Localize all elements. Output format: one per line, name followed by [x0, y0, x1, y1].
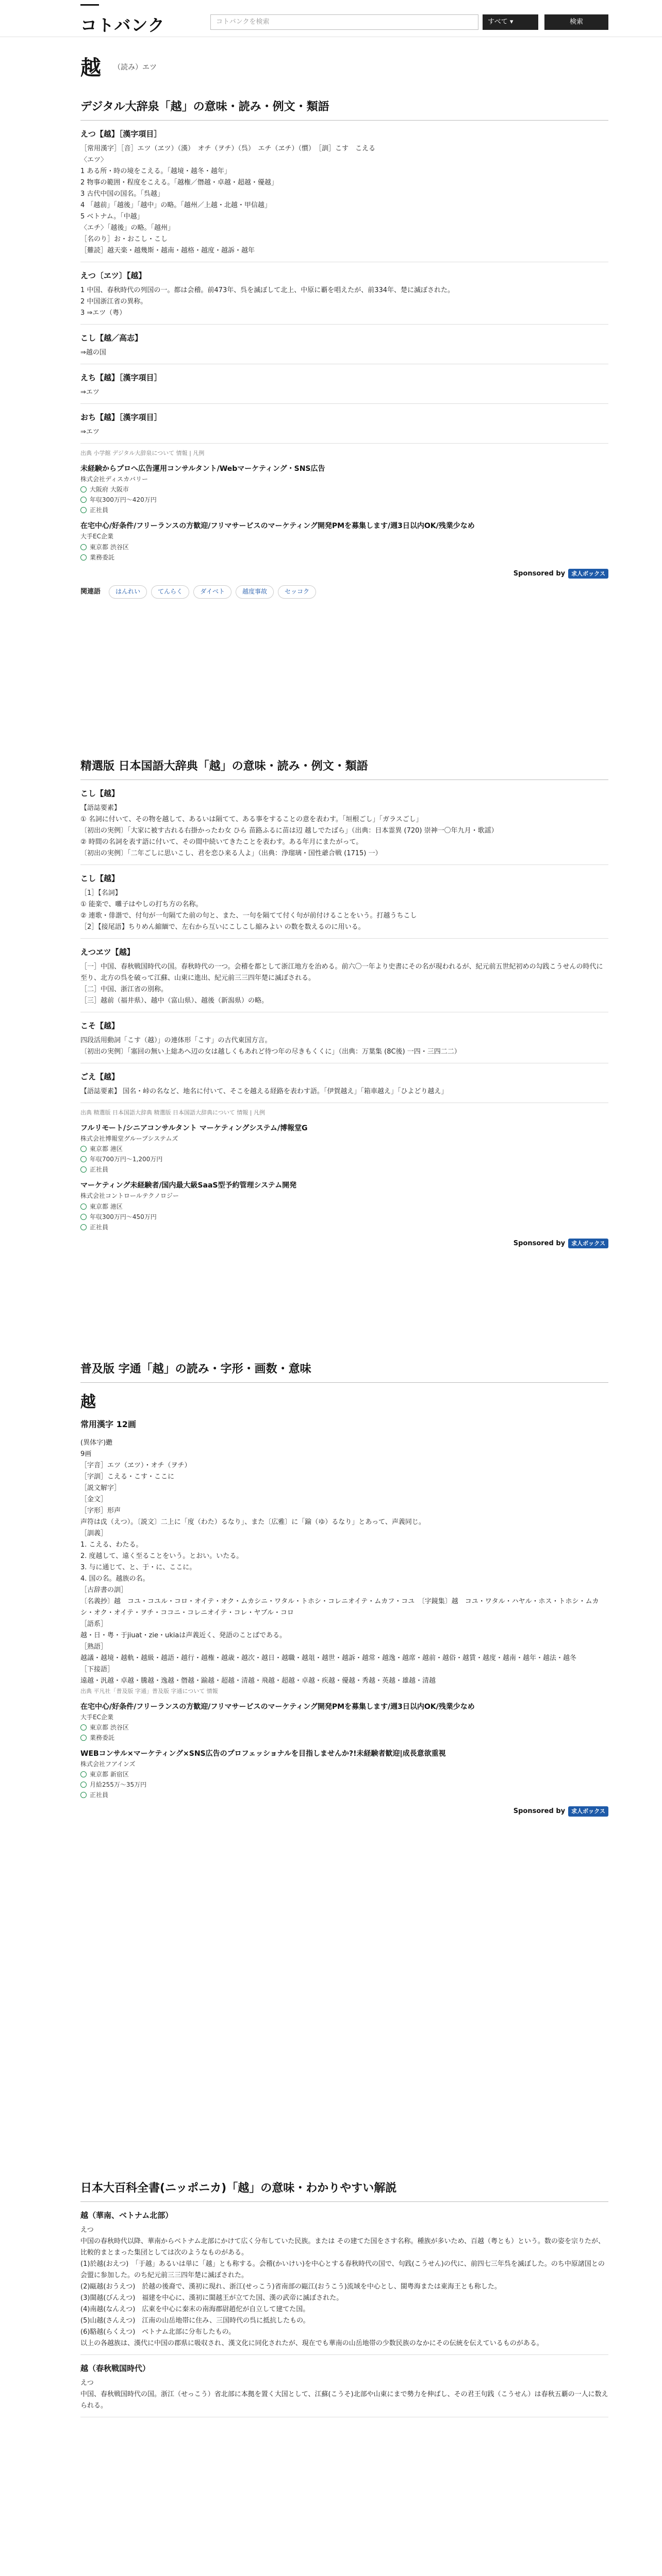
- dictionary-entry: [80, 128, 608, 262]
- entry-line: ［1］【名詞】: [80, 889, 122, 897]
- dictionary-entry: [80, 371, 608, 404]
- info-icon: [80, 1771, 87, 1777]
- job-ad-title[interactable]: WEBコンサル×マーケティング×SNS広告のプロフェッショナルを目指しませんか?!未経験者歓迎|成長意欲重視: [80, 1749, 446, 1758]
- related-words: [80, 585, 608, 598]
- related-word-chip[interactable]: てんらく: [151, 585, 189, 598]
- entry-line: (2)甌越(おうえつ) 於越の後裔で、漢初に現れ、浙江(せっこう)省南部の甌江(おうこう)流域を中心とし、閩粤海または東海王とも称した。: [80, 2283, 501, 2291]
- chevron-down-icon: ▾: [509, 18, 514, 26]
- job-ad-detail-text: 東京都 渋谷区: [90, 543, 129, 551]
- entry-line: 〈エチ〉「越後」の略。「越州」: [80, 224, 175, 232]
- job-ad-detail-text: 業務委託: [90, 1734, 115, 1741]
- info-icon: [80, 554, 87, 561]
- divider: [80, 443, 608, 444]
- sponsor-badge[interactable]: 求人ボックス: [568, 1239, 608, 1249]
- entry-line: (3)閩越(びんえつ) 福建を中心に、漢初に閩越王が立てた国、漢の武帝に滅ぼされた。: [80, 2294, 343, 2302]
- entry-heading: えつ【越】［漢字項目］: [80, 129, 162, 139]
- entry-line: ① 能楽で、囃子はやしの打ち方の名称。: [80, 901, 203, 909]
- kanji-detail-line: 遠越・汎越・卓越・騰越・逸越・僭越・踰越・超越・清越・飛越・超越・卓越・疾越・優越・秀越・英越・雄越・清越: [80, 1676, 436, 1685]
- kanji-detail-line: ［古辞書の訓］: [80, 1586, 128, 1594]
- job-ad-detail: [80, 1780, 608, 1790]
- job-ad-detail-text: 業務委託: [90, 553, 115, 561]
- kokugo-section: [80, 757, 608, 1253]
- job-ad-company: 株式会社ディスカバリー: [80, 476, 148, 483]
- job-ad[interactable]: [80, 520, 608, 562]
- divider: [80, 324, 608, 325]
- dictionary-entry: [80, 332, 608, 364]
- kanji-detail-line: 越・日・粤・于jiuat・zie・ukiaは声義近く、発語のことばである。: [80, 1631, 287, 1639]
- entry-line: 1 ある所・時の境をこえる。「越境・越冬・越年」: [80, 167, 231, 176]
- entry-line: ② 時間の名詞を表す語に付いて、その間中続いてきたことを表わす。ある年月にまたがって。: [80, 838, 363, 846]
- entry-line: 【語誌要素】: [80, 804, 121, 812]
- entry-line: 4 「越前」「越後」「越中」の略。「越州／上越・北越・甲信越」: [80, 201, 271, 210]
- job-ad-detail: [80, 1790, 608, 1800]
- entry-list: [80, 128, 608, 444]
- job-ad-detail-text: 正社員: [90, 1223, 109, 1231]
- page-title: 越: [80, 56, 101, 80]
- kanji-detail-line: ［金文］: [80, 1495, 108, 1503]
- job-ad-list: [80, 463, 608, 562]
- divider: [80, 403, 608, 404]
- divider: [80, 2354, 608, 2355]
- info-icon: [80, 1224, 87, 1230]
- job-ad-company: 大手EC企業: [80, 1713, 113, 1721]
- entry-line: ［2］【接尾語】ちりめん縮緬で、左右から互いにこしこし縮みよい の数を数えるのに用いる。: [80, 923, 365, 931]
- kanji-detail-line: 9画: [80, 1450, 92, 1458]
- kanji-detail-line: ［説文解字］: [80, 1484, 121, 1492]
- job-ad[interactable]: [80, 1701, 608, 1743]
- entry-line: 中国、春秋戦国時代の国。浙江（せっこう）省北部に本拠を置く大国として、江蘇(こうそ)北部や山東にまで勢力を伸ばし、その君王句践（こうせん）は春秋五覇の一人に数えられる。: [80, 2391, 608, 2410]
- dictionary-entry: [80, 946, 608, 1012]
- info-icon: [80, 1792, 87, 1798]
- entry-line: (1)於越(おえつ) 「于越」あるいは単に「越」とも称する。会稽(かいけい)を中心とする春秋時代の国で、句践(こうせん)の代に、前四七三年呉を滅ぼした。のち中原諸国との会盟に参加した。のち紀元前三三四年楚に滅ぼされた。: [80, 2260, 605, 2280]
- sponsor-line: [80, 569, 608, 580]
- job-ad-detail-text: 月給255万〜35万円: [90, 1781, 147, 1789]
- job-ad-detail: [80, 1154, 608, 1164]
- kanji-detail-list: [80, 1437, 608, 1687]
- source-note: 出典 平凡社「普及版 字通」普及版 字通について 情報: [80, 1687, 218, 1694]
- kanji-detail-line: ［字形］形声: [80, 1506, 121, 1515]
- entry-heading: えつ〔ヱツ〕【越】: [80, 271, 146, 281]
- job-ad-title[interactable]: 在宅中心/好条件/フリーランスの方歓迎/フリマサービスのマーケティング開発PMを募集します/週3日以内OK/残業少なめ: [80, 1702, 475, 1711]
- dictionary-entry: [80, 1071, 608, 1103]
- job-ad-detail: [80, 495, 608, 505]
- job-ad-detail-text: 年収700万円〜1,200万円: [90, 1156, 163, 1163]
- kanji-detail-line: ［語系］: [80, 1620, 108, 1628]
- entry-heading: こそ【越】: [80, 1021, 120, 1031]
- entry-heading: おち【越】［漢字項目］: [80, 413, 162, 422]
- kanji-detail-line: 4. 国の名。越族の名。: [80, 1574, 150, 1583]
- site-header: [0, 0, 662, 37]
- entry-line: ［常用漢字］［音］エツ（ヱツ）（漢） オチ（ヲチ）（呉） エチ（ヱチ）（慣） ［訓］こす こえる: [80, 145, 376, 153]
- info-icon: [80, 507, 87, 513]
- entry-line: ［一］中国、春秋戦国時代の国。春秋時代の一つ。会稽を都として浙江地方を治める。前六〇一年より史書にその名が現われるが、紀元前五世紀初めの勾践こうせんの時代に至り、北方の呉を破って江蘇、山東に進出、紀元前三三四年楚に滅ぼされる。: [80, 963, 603, 982]
- job-ad-title[interactable]: マーケティング未経験者/国内最大級SaaS型予約管理システム開発: [80, 1181, 297, 1190]
- entry-heading: ごえ【越】: [80, 1072, 120, 1082]
- job-ad-detail-text: 大阪府 大阪市: [90, 486, 129, 494]
- search-button[interactable]: 検索: [544, 14, 608, 30]
- job-ad-title[interactable]: 未経験からプロへ広告運用コンサルタント/Webマーケティング・SNS広告: [80, 465, 325, 473]
- job-ad-title[interactable]: フルリモート/シニアコンサルタント マーケティングシステム/博報堂G: [80, 1124, 308, 1133]
- job-ad-company: 株式会社博報堂グループシステムズ: [80, 1135, 178, 1143]
- section-title: 日本大百科全書(ニッポニカ)「越」の意味・わかりやすい解説: [80, 2179, 608, 2202]
- job-ad-detail: [80, 1201, 608, 1212]
- sponsor-badge[interactable]: 求人ボックス: [568, 569, 608, 579]
- dictionary-entry: [80, 2362, 608, 2417]
- entry-line: 中国の春秋時代以降、華南からベトナム北部にかけて広く分布していた民族。または その建てた国をさす名称。種族が多いため、百越（粤とも）という。数の姿を宗りたが、比較的まとまった集団としては次のようなものがある。: [80, 2238, 605, 2257]
- entry-line: 〔初出の実例〕「塞回の無い上総あへ辺の女は越しくもあれど待つ年の尽きもくくに」（出典：万葉集 (8C後) 一四・三四二二）: [80, 1048, 461, 1056]
- job-ad-detail-text: 年収300万円〜420万円: [90, 496, 157, 504]
- kanji-detail-line: ［下接語］: [80, 1665, 114, 1673]
- kanji-detail-line: 声符は戉（えつ）。〔説文〕二上に「度（わた）るなり」、また〔広雅〕に「踰（ゆ）るなり」とあって、声義同じ。: [80, 1518, 425, 1526]
- jitsu-section: [80, 1360, 608, 1821]
- info-icon: [80, 544, 87, 550]
- entry-heading: えち【越】［漢字項目］: [80, 373, 162, 383]
- job-ad-detail-text: 正社員: [90, 506, 109, 514]
- entry-line: 2 中国浙江省の異称。: [80, 298, 147, 306]
- dictionary-entry: [80, 411, 608, 444]
- entry-heading: こし【越／高志】: [80, 333, 143, 343]
- entry-line: ［二］中国、浙江省の別称。: [80, 986, 168, 994]
- sponsor-badge[interactable]: 求人ボックス: [568, 1806, 608, 1817]
- site-logo[interactable]: コトバンク: [80, 15, 165, 35]
- sponsor-label: Sponsored by: [513, 1239, 566, 1247]
- job-ad-detail: [80, 1722, 608, 1733]
- info-icon: [80, 1146, 87, 1152]
- entry-heading: 越（華南、ベトナム北部）: [80, 2211, 173, 2221]
- entry-line: 【語誌要素】 国名・峠の名など、地名に付いて、そこを越える経路を表わす語。「伊賀越え」「箱車越え」「ひよどり越え」: [80, 1088, 448, 1096]
- sponsor-line: [80, 1806, 608, 1817]
- entry-line: 5 ベトナム。「中越」: [80, 213, 144, 221]
- kanji-headword: 越: [80, 1393, 96, 1412]
- entry-heading: 越（春秋戦国時代）: [80, 2364, 151, 2374]
- info-icon: [80, 1782, 87, 1788]
- related-word-chip[interactable]: ダイベト: [193, 585, 231, 598]
- entry-reading: えつ: [80, 2379, 94, 2387]
- entry-reading: えつ: [80, 2226, 94, 2234]
- sponsor-label: Sponsored by: [513, 569, 566, 578]
- entry-line: 2 物事の範囲・程度をこえる。「越権／僭越・卓越・超越・優越」: [80, 179, 278, 187]
- job-ad-detail: [80, 1769, 608, 1780]
- job-ad-detail: [80, 1222, 608, 1232]
- search-input[interactable]: コトバンクを検索: [210, 14, 478, 30]
- entry-list: [80, 2209, 608, 2417]
- info-icon: [80, 486, 87, 493]
- section-title: 普及版 字通「越」の読み・字形・画数・意味: [80, 1360, 608, 1383]
- kanji-detail-line: 1. こえる、わたる。: [80, 1540, 143, 1549]
- entry-line: ② 連歌・俳諧で、付句が一句隔てた前の句と、また、一句を隔てて付く句が前付けることをいう。打越うちこし: [80, 912, 417, 920]
- related-word-chip[interactable]: はんれい: [109, 585, 147, 598]
- nipponica-section: [80, 2179, 608, 2422]
- kanji-detail-line: ［訓義］: [80, 1529, 108, 1537]
- job-ad[interactable]: [80, 463, 608, 515]
- entry-line: 以上の各越族は、漢代に中国の郡県に吸収され、漢文化に同化されたが、現在でも華南の山岳地帯の少数民族のなかにその伝統を伝えているものがある。: [80, 2340, 543, 2348]
- info-icon: [80, 1156, 87, 1162]
- kanji-detail-line: ［熟語］: [80, 1642, 108, 1651]
- dictionary-entry: [80, 872, 608, 939]
- entry-line: (4)南越(なんえつ) 広東を中心に秦末の南海郡尉趙佗が自立して建てた国。: [80, 2306, 310, 2314]
- dictionary-entry: [80, 269, 608, 325]
- divider: [80, 938, 608, 939]
- entry-line: ［三］越前（福井県）、越中（富山県）、越後（新潟県）の略。: [80, 997, 269, 1005]
- kanji-detail-line: ［字音］エツ（ヱツ）・オチ（ヲチ）: [80, 1461, 191, 1469]
- kanji-detail-line: ［字訓］こえる・こす・ここに: [80, 1472, 175, 1481]
- job-ad-detail-text: 東京都 港区: [90, 1202, 123, 1210]
- dictionary-entry: [80, 787, 608, 865]
- section-title: デジタル大辞泉「越」の意味・読み・例文・類語: [80, 98, 608, 121]
- job-ad-company: 大手EC企業: [80, 533, 113, 540]
- entry-line: (6)駱越(らくえつ) ベトナム北部に分布したもの。: [80, 2328, 236, 2336]
- entry-line: 3 古代中国の国名。「呉越」: [80, 190, 164, 198]
- job-ad-detail: [80, 1733, 608, 1743]
- entry-list: [80, 787, 608, 1103]
- dictionary-entry: [80, 2209, 608, 2355]
- sponsor-line: [80, 1239, 608, 1249]
- info-icon: [80, 1166, 87, 1173]
- info-icon: [80, 1724, 87, 1731]
- source-note: 出典 精選版 日本国語大辞典 精選版 日本国語大辞典について 情報 | 凡例: [80, 1109, 265, 1116]
- entry-line: ［名のり］お・おこし・こし: [80, 235, 168, 244]
- entry-line: 3 ⇒エツ（粤）: [80, 309, 126, 317]
- job-ad-detail: [80, 1164, 608, 1175]
- kanji-detail-line: 〔名義抄〕越 コユ・コユル・コロ・オイテ・オク・ムカシニ・ワタル・トホシ・コレニオイテ・ムカフ・コユ 〔字鏡集〕越 コユ・ワタル・ハヤル・ホス・トホシ・ムカシ・オク・オイテ・ヲチ・ココニ・コレニオイテ・コレ・ヤブル・コロ: [80, 1597, 599, 1617]
- job-ad-detail-text: 正社員: [90, 1791, 109, 1799]
- entry-line: ⇒越の国: [80, 349, 106, 357]
- info-icon: [80, 1204, 87, 1210]
- entry-line: 〔初出の実例〕「大家に被す古れる右掛かったわ女 ひら 苗路ふるに苗は辺 越しでたばら」（出典：日本霊異 (720) 崇神一〇年九月・歌謡）: [80, 827, 498, 835]
- job-ad-detail-text: 東京都 渋谷区: [90, 1723, 129, 1731]
- job-ad-detail: [80, 542, 608, 552]
- entry-line: 四段活用動詞「こす（越）」の連体形「こす」の古代東国方言。: [80, 1037, 272, 1045]
- job-ad[interactable]: [80, 1123, 608, 1175]
- entry-line: (5)山越(さんえつ) 江南の山岳地帯に住み、三国時代の呉に抵抗したもの。: [80, 2317, 310, 2325]
- info-icon: [80, 1214, 87, 1220]
- entry-line: 1 中国、春秋時代の列国の一。都は会稽。前473年、呉を滅ぼして北上、中原に覇を唱えたが、前334年、楚に滅ぼされた。: [80, 286, 455, 295]
- job-ad-company: 株式会社コントロールテクノロジー: [80, 1192, 179, 1200]
- entry-heading: こし【越】: [80, 874, 120, 884]
- daijisen-section: [80, 98, 608, 605]
- entry-line: 〈エツ〉: [80, 156, 108, 164]
- source-note: 出典 小学館 デジタル大辞泉について 情報 | 凡例: [80, 450, 205, 457]
- related-label: 関連語: [80, 588, 101, 596]
- entry-line: ［難読］越天楽・越幾斯・越南・越格・越度・越訴・越年: [80, 247, 255, 255]
- info-icon: [80, 497, 87, 503]
- job-ad-detail: [80, 505, 608, 515]
- related-word-chip[interactable]: 越度事故: [236, 585, 274, 598]
- entry-line: 〔初出の実例〕「二年ごしに思いこし、君を恋ひ来る人よ」（出典：浄瑠璃・国性爺合戦 (1715) 一）: [80, 850, 382, 858]
- job-ad-detail-text: 東京都 港区: [90, 1145, 123, 1153]
- search-scope-select[interactable]: [483, 14, 538, 30]
- related-word-chip[interactable]: セッコク: [278, 585, 316, 598]
- info-icon: [80, 1735, 87, 1741]
- search-scope-label: すべて: [488, 18, 508, 26]
- job-ad-detail-text: 年収300万円〜450万円: [90, 1213, 157, 1221]
- kanji-detail-line: (異体字)𨖍: [80, 1438, 113, 1447]
- job-ad-list: [80, 1123, 608, 1232]
- kanji-grade: 常用漢字 12画: [80, 1419, 136, 1430]
- menu-icon[interactable]: [80, 4, 99, 8]
- page-title-reading: （読み）エツ: [113, 63, 157, 72]
- job-ad-detail: [80, 552, 608, 563]
- job-ad-detail-text: 東京都 新宿区: [90, 1771, 129, 1778]
- dictionary-entry: [80, 1020, 608, 1063]
- kanji-detail-line: 3. 与に通じて、と、于・に、ここに。: [80, 1563, 196, 1571]
- job-ad-title[interactable]: 在宅中心/好条件/フリーランスの方歓迎/フリマサービスのマーケティング開発PMを募集します/週3日以内OK/残業少なめ: [80, 522, 475, 531]
- entry-line: ⇒エツ: [80, 428, 100, 436]
- job-ad[interactable]: [80, 1180, 608, 1232]
- job-ad-detail-text: 正社員: [90, 1166, 109, 1174]
- job-ad-detail: [80, 1144, 608, 1154]
- job-ad-company: 株式会社フアインズ: [80, 1760, 136, 1768]
- entry-line: ① 名詞に付いて、その物を越して、あるいは隔てて、ある事をすることの意を表わす。「垣根ごし」「ガラスごし」: [80, 816, 423, 824]
- entry-heading: えつヱツ【越】: [80, 947, 135, 957]
- job-ad[interactable]: [80, 1748, 608, 1800]
- sponsor-label: Sponsored by: [513, 1807, 566, 1816]
- entry-line: ⇒エツ: [80, 388, 100, 397]
- kanji-detail-line: 越議・越境・越軌・越級・越語・越行・越権・越歳・越次・越日・越職・越俎・越世・越訴・越常・越逸・越席・越前・越俗・越賃・越度・越南・越年・越法・越冬: [80, 1654, 577, 1662]
- job-ad-list: [80, 1701, 608, 1800]
- job-ad-detail: [80, 1212, 608, 1222]
- job-ad-detail: [80, 484, 608, 495]
- kanji-detail-line: 2. 度越して、遠く至ることをいう。とおい。いたる。: [80, 1552, 243, 1560]
- entry-heading: こし【越】: [80, 789, 120, 799]
- section-title: 精選版 日本国語大辞典「越」の意味・読み・例文・類語: [80, 757, 608, 780]
